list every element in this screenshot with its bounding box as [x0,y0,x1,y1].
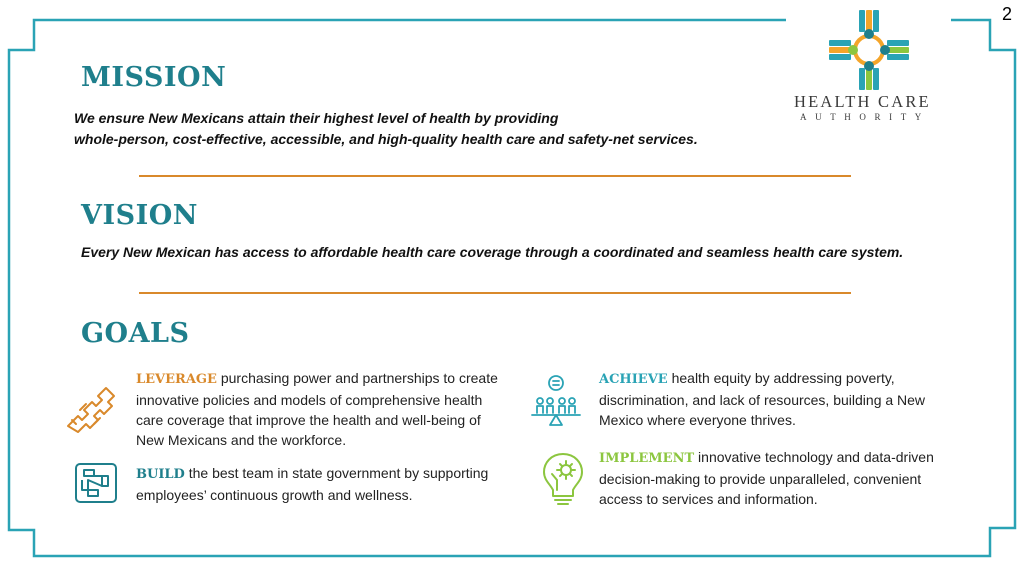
mission-line-2: whole-person, cost-effective, accessible, and high-quality health care and safety-net services. [74,131,698,147]
puzzle-handshake-icon [64,380,120,441]
equity-scale-icon [528,373,584,434]
page-number: 2 [1001,4,1012,24]
goal-achieve-keyword: ACHIEVE [599,372,668,387]
health-care-authority-logo [780,6,960,126]
logo-title: HEALTH CARE [794,92,931,111]
goal-build [136,463,511,505]
divider-2 [139,292,851,294]
goal-implement-text: innovative technology and data-driven decision-making to provide unparalleled, convenient access to services and information. [599,449,934,507]
lightbulb-gear-icon [540,450,586,511]
mission-heading: MISSION [81,62,227,93]
goal-achieve [599,368,959,430]
goal-leverage-keyword: LEVERAGE [136,372,217,387]
goals-heading: GOALS [81,318,190,349]
goal-build-keyword: BUILD [136,467,185,482]
goal-achieve-text: health equity by addressing poverty, discrimination, and lack of resources, building a New Mexico where everyone thrives. [599,370,926,428]
vision-heading: VISION [81,200,198,231]
team-hands-icon [74,462,118,509]
goal-leverage-text: purchasing power and partnerships to create innovative policies and models of comprehensive health care coverage that improve the health and well-being of New Mexicans and the workforce. [136,370,498,448]
vision-statement: Every New Mexican has access to affordable health care coverage through a coordinated and seamless health care system. [81,244,904,260]
goal-build-text: the best team in state government by supporting employees’ continuous growth and wellness. [136,465,489,503]
logo-subtitle: AUTHORITY [800,112,930,122]
zia-sun-icon [827,8,911,92]
goal-implement [599,447,959,509]
mission-statement [74,108,698,150]
goal-implement-keyword: IMPLEMENT [599,451,695,466]
mission-line-1: We ensure New Mexicans attain their highest level of health by providing [74,110,559,126]
goal-leverage [136,368,511,450]
divider-1 [139,175,851,177]
